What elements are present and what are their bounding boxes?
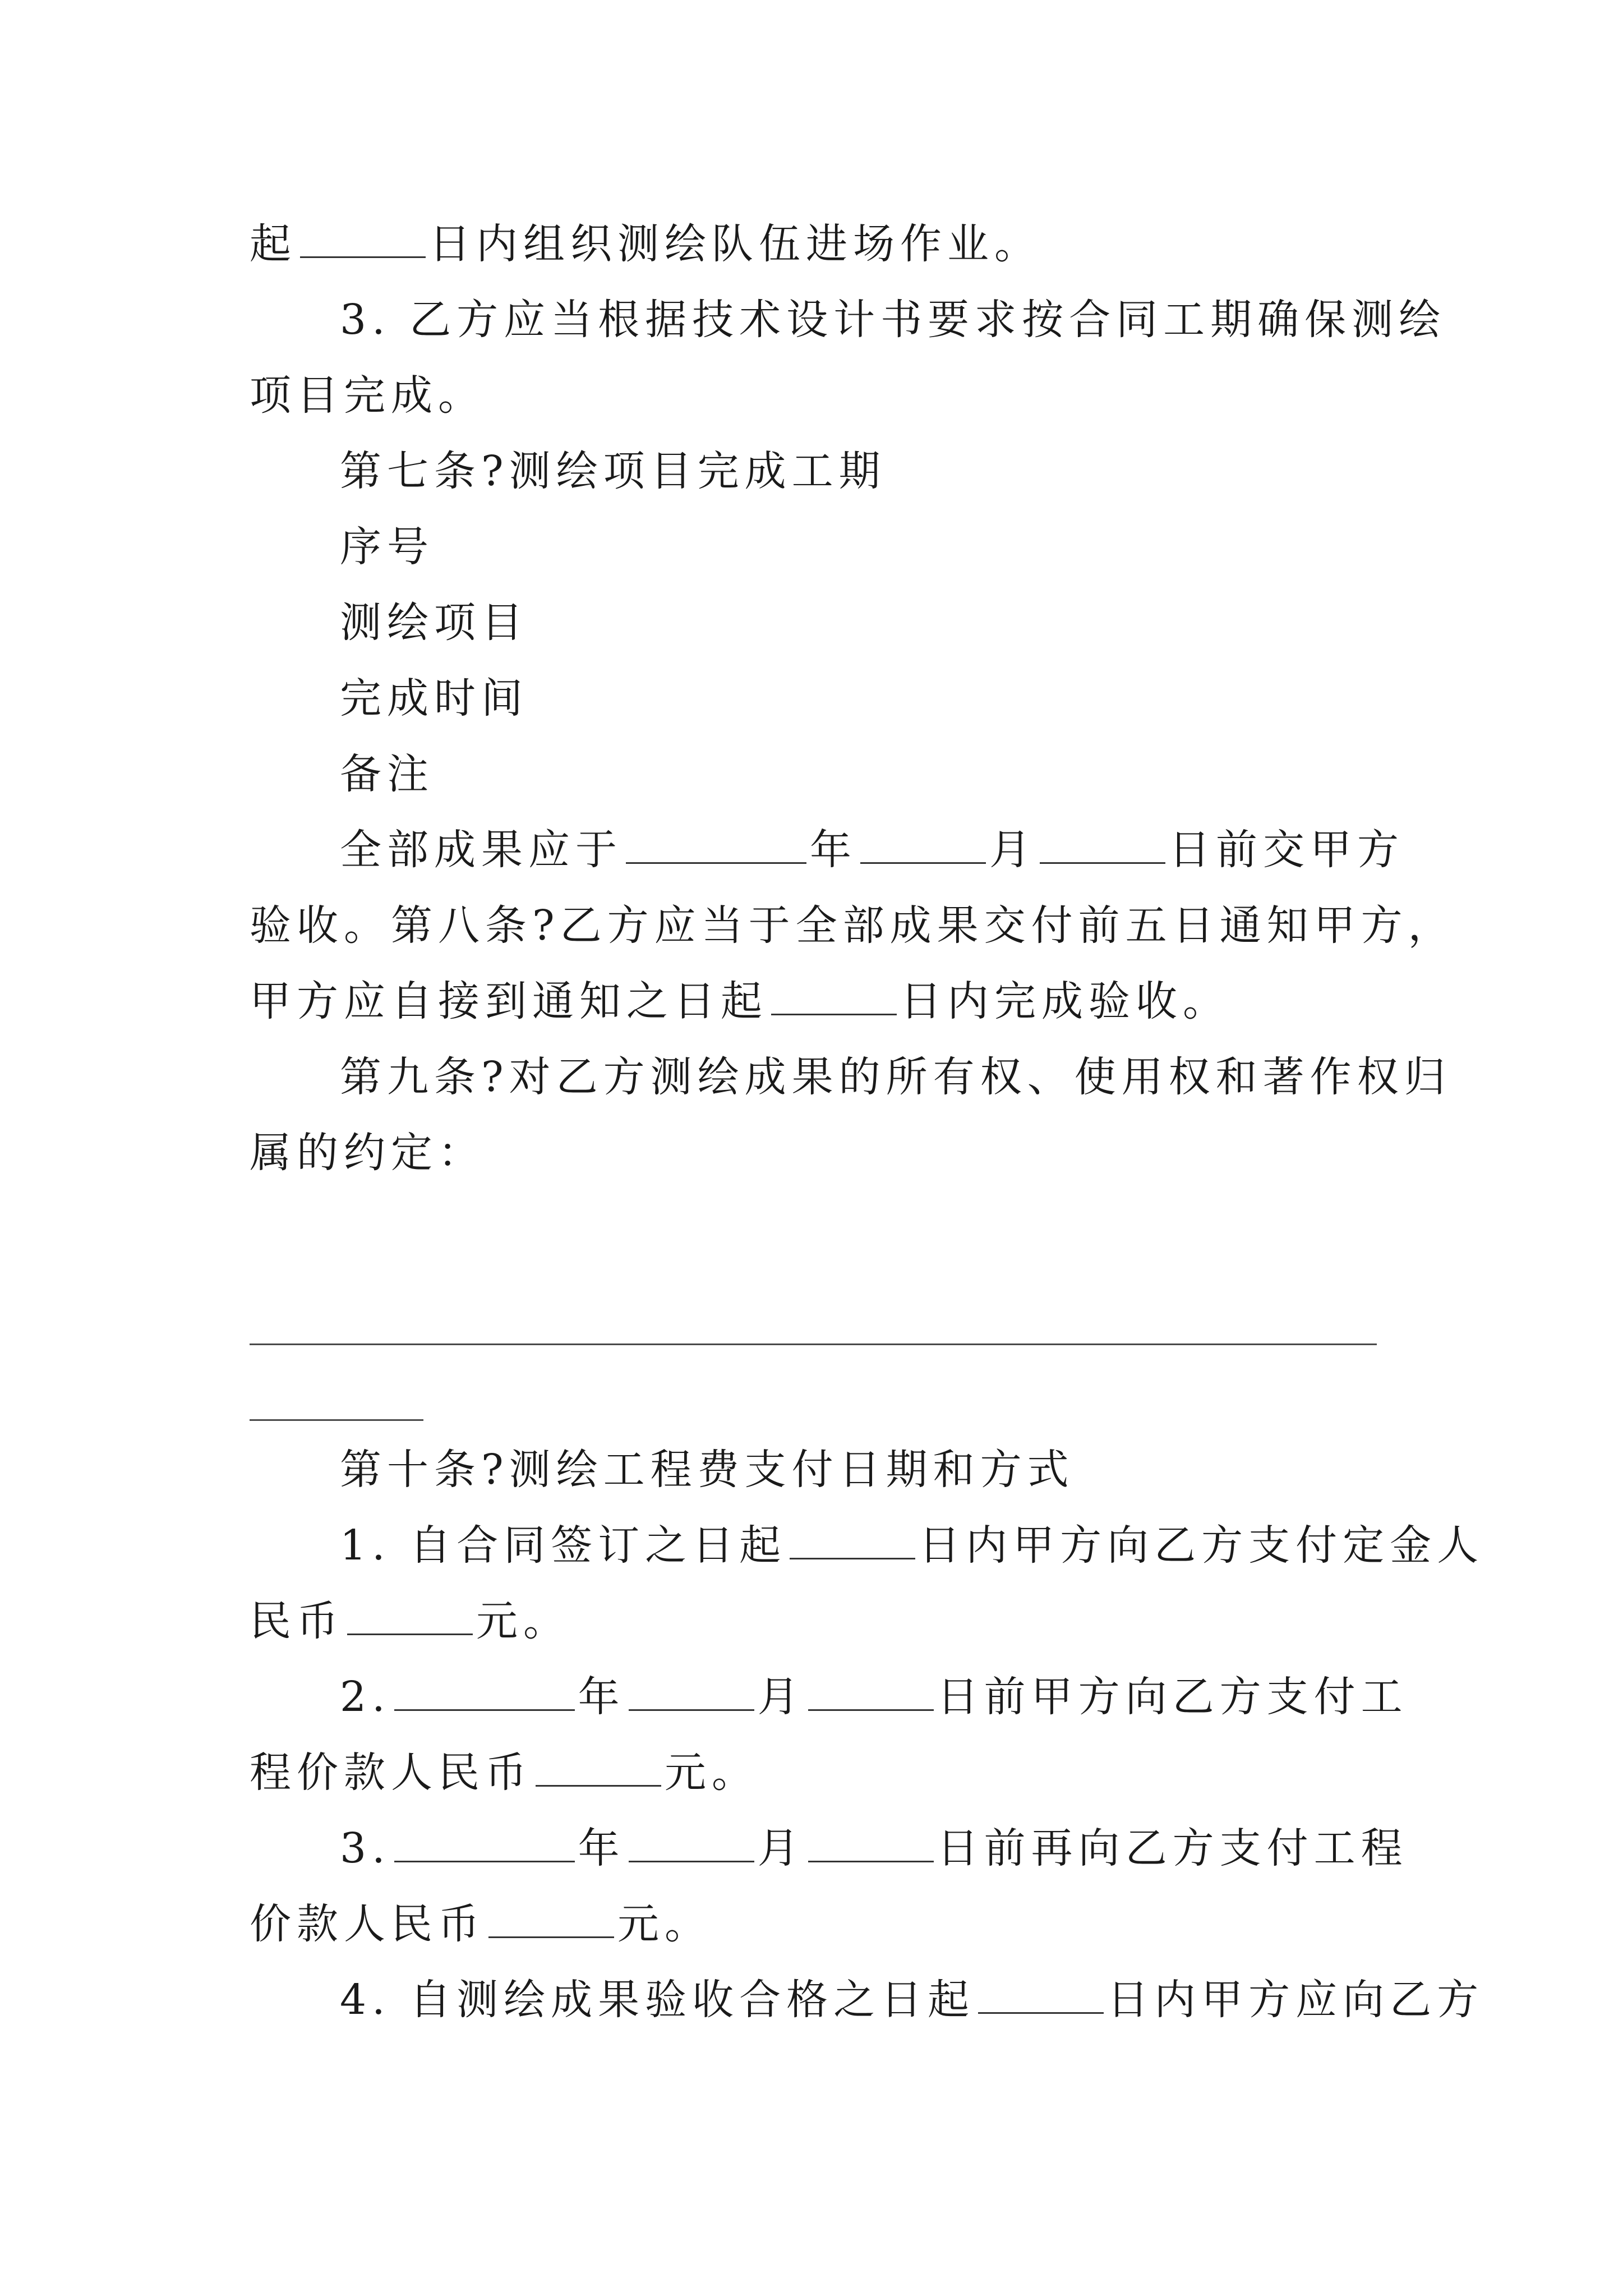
fill-in-rule-short[interactable] xyxy=(250,1419,423,1421)
text-segment: 日前再向乙方支付工程 xyxy=(937,1824,1408,1872)
fill-in-blank-amount[interactable] xyxy=(347,1596,473,1635)
fill-in-blank-day[interactable] xyxy=(808,1672,934,1711)
text-line-13: 属的约定： xyxy=(250,1129,485,1177)
text-segment: 日内甲方应向乙方 xyxy=(1107,1976,1484,2024)
text-segment: 年 xyxy=(578,1673,625,1721)
fill-in-blank-year[interactable] xyxy=(626,825,806,864)
text-segment: 1. 自合同签订之日起 xyxy=(340,1521,787,1570)
fill-in-blank-day[interactable] xyxy=(1040,825,1165,864)
text-segment: 月 xyxy=(989,826,1036,874)
text-line-15 xyxy=(340,1517,1623,1573)
text-segment: 年 xyxy=(810,826,857,874)
text-line-16 xyxy=(250,1593,1623,1649)
fill-in-blank[interactable] xyxy=(771,977,897,1015)
text-line-1 xyxy=(250,216,1623,272)
fill-in-blank-month[interactable] xyxy=(860,825,986,864)
text-segment: 元。 xyxy=(476,1597,570,1645)
text-line-18 xyxy=(250,1745,1623,1801)
table-header-index: 序号 xyxy=(340,523,434,571)
text-line-10: 验收。第八条?乙方应当于全部成果交付前五日通知甲方， xyxy=(250,901,1455,950)
text-line-17 xyxy=(340,1669,1623,1725)
text-segment: 日前交甲方 xyxy=(1169,826,1404,874)
text-line-20 xyxy=(250,1896,1623,1952)
table-header-project: 测绘项目 xyxy=(340,599,528,647)
text-segment: 日前甲方向乙方支付工 xyxy=(937,1673,1408,1721)
fill-in-blank[interactable] xyxy=(790,1521,915,1559)
fill-in-blank-day[interactable] xyxy=(808,1824,934,1862)
fill-in-blank-month[interactable] xyxy=(629,1672,754,1711)
table-header-completion-time: 完成时间 xyxy=(340,674,528,723)
fill-in-blank-year[interactable] xyxy=(394,1824,575,1862)
text-segment: 3. xyxy=(340,1824,391,1872)
fill-in-blank-month[interactable] xyxy=(629,1824,754,1862)
text-segment: 元。 xyxy=(617,1900,712,1948)
fill-in-blank-year[interactable] xyxy=(394,1672,575,1711)
text-segment: 月 xyxy=(757,1673,805,1721)
text-line-19 xyxy=(340,1820,1623,1876)
section-heading-article-10: 第十条?测绘工程费支付日期和方式 xyxy=(340,1446,1075,1494)
section-heading-article-9: 第九条?对乙方测绘成果的所有权、使用权和著作权归 xyxy=(340,1053,1451,1101)
section-heading-article-7: 第七条?测绘项目完成工期 xyxy=(340,447,886,495)
text-segment: 月 xyxy=(757,1824,805,1872)
fill-in-blank-amount[interactable] xyxy=(536,1748,661,1787)
text-segment: 2. xyxy=(340,1673,391,1721)
text-segment: 日内组织测绘队伍进场作业。 xyxy=(429,220,1041,268)
fill-in-blank[interactable] xyxy=(300,219,426,258)
table-header-remarks: 备注 xyxy=(340,750,434,798)
text-segment: 起 xyxy=(250,220,297,268)
text-segment: 全部成果应于 xyxy=(340,826,623,874)
fill-in-rule-long[interactable] xyxy=(250,1343,1377,1345)
fill-in-blank-amount[interactable] xyxy=(488,1899,614,1938)
fill-in-blank[interactable] xyxy=(978,1975,1104,2014)
text-segment: 程价款人民币 xyxy=(250,1749,532,1797)
text-segment: 4. 自测绘成果验收合格之日起 xyxy=(340,1976,975,2024)
text-segment: 甲方应自接到通知之日起 xyxy=(250,977,768,1025)
text-line-21 xyxy=(340,1972,1623,2028)
text-segment: 日内完成验收。 xyxy=(900,977,1230,1025)
text-segment: 年 xyxy=(578,1824,625,1872)
text-line-3: 项目完成。 xyxy=(250,371,485,420)
text-segment: 价款人民币 xyxy=(250,1900,485,1948)
text-line-9 xyxy=(340,822,1623,878)
text-line-2: 3. 乙方应当根据技术设计书要求按合同工期确保测绘 xyxy=(340,296,1446,344)
text-segment: 日内甲方向乙方支付定金人 xyxy=(919,1521,1484,1570)
text-segment: 元。 xyxy=(665,1749,759,1797)
text-segment: 民币 xyxy=(250,1597,344,1645)
text-line-11 xyxy=(250,973,1623,1029)
